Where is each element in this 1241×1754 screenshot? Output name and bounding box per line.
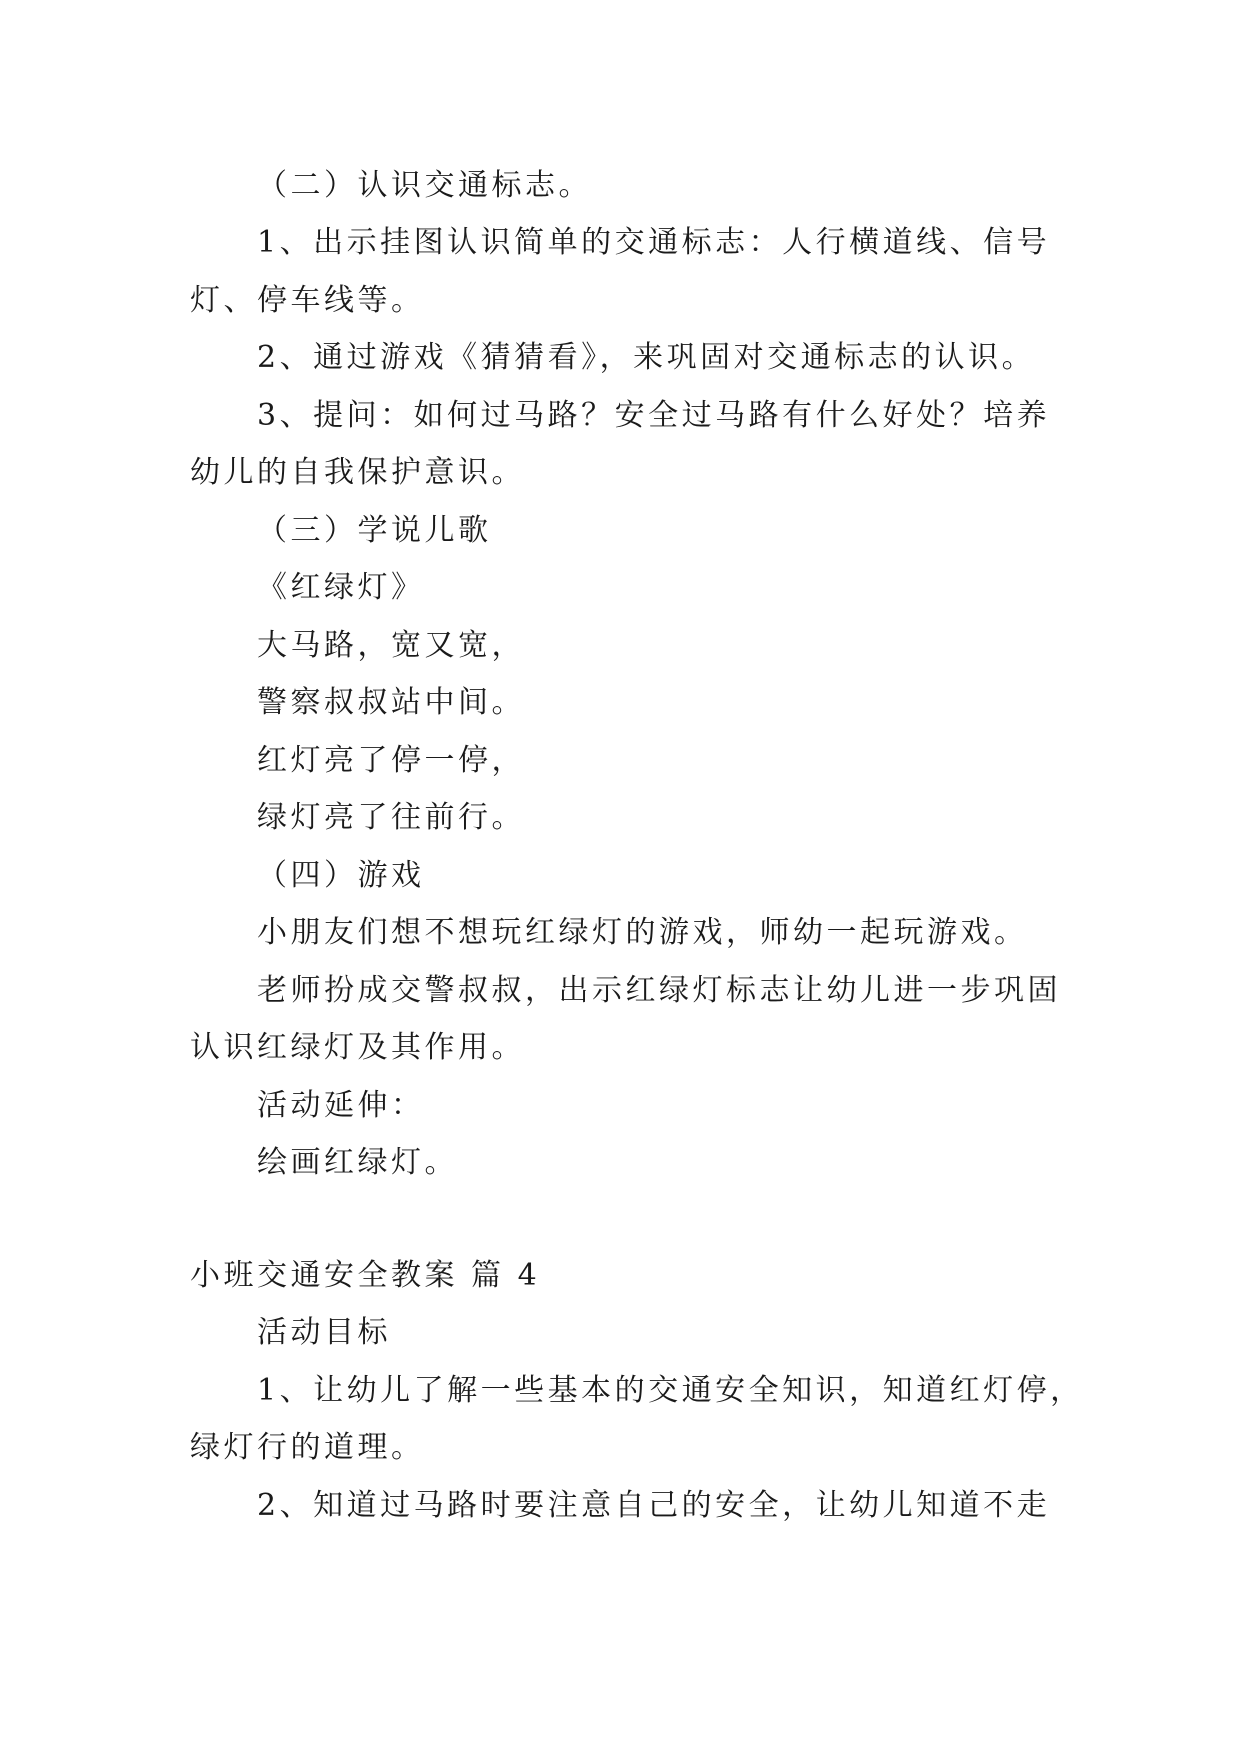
poem-line: 大马路，宽又宽， (257, 628, 525, 663)
section-heading-3: （三）学说儿歌 (257, 513, 492, 548)
section-heading-2: （二）认识交通标志。 (257, 168, 592, 203)
paragraph-line: 1、让幼儿了解一些基本的交通安全知识，知道红灯停， (257, 1373, 1084, 1408)
paragraph-line: 幼儿的自我保护意识。 (190, 455, 525, 490)
paragraph-line: 1、出示挂图认识简单的交通标志：人行横道线、信号 (257, 225, 1051, 260)
poem-line: 警察叔叔站中间。 (257, 685, 525, 720)
lesson-plan-heading: 小班交通安全教案 篇 4 (190, 1258, 541, 1293)
paragraph-line: 认识红绿灯及其作用。 (190, 1030, 525, 1065)
paragraph-line: 灯、停车线等。 (190, 283, 425, 318)
poem-title: 《红绿灯》 (257, 570, 425, 605)
poem-line: 绿灯亮了往前行。 (257, 800, 525, 835)
paragraph-line: 3、提问：如何过马路？安全过马路有什么好处？培养 (257, 398, 1051, 433)
section-heading-4: （四）游戏 (257, 858, 425, 893)
paragraph-line: 老师扮成交警叔叔，出示红绿灯标志让幼儿进一步巩固 (257, 973, 1061, 1008)
paragraph-line: 2、通过游戏《猜猜看》，来巩固对交通标志的认识。 (257, 340, 1036, 375)
paragraph-line: 绿灯行的道理。 (190, 1430, 425, 1465)
activity-extension-label: 活动延伸： (257, 1088, 425, 1123)
poem-line: 红灯亮了停一停， (257, 743, 525, 778)
paragraph-line: 小朋友们想不想玩红绿灯的游戏，师幼一起玩游戏。 (257, 915, 1028, 950)
paragraph-line: 2、知道过马路时要注意自己的安全，让幼儿知道不走 (257, 1488, 1051, 1523)
paragraph-line: 绘画红绿灯。 (257, 1145, 458, 1180)
activity-goals-heading: 活动目标 (257, 1315, 391, 1350)
